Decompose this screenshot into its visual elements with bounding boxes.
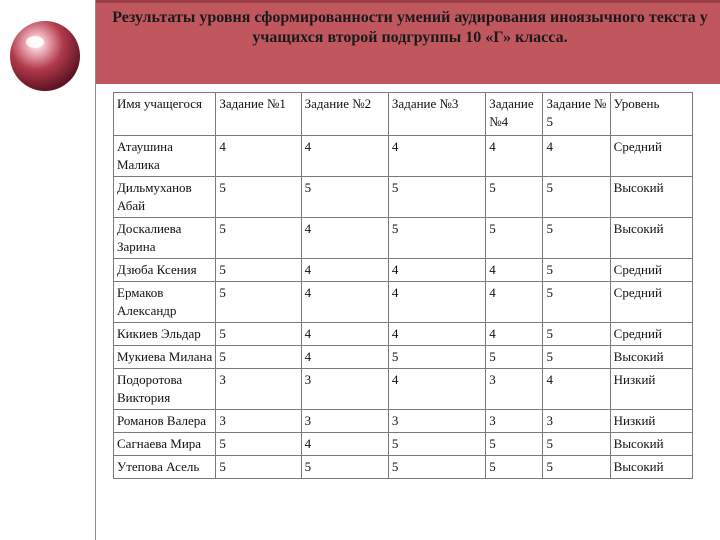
cell-task-5: 5	[543, 259, 610, 282]
cell-task-1: 5	[216, 259, 301, 282]
cell-task-2: 4	[301, 136, 388, 177]
cell-task-2: 5	[301, 456, 388, 479]
table-row	[114, 456, 693, 479]
table-row	[114, 282, 693, 323]
slide-title: Результаты уровня сформированности умений аудирования иноязычного текста у учащихся второй подгруппы 10 «Г» класса.	[112, 9, 708, 46]
cell-task-1: 3	[216, 369, 301, 410]
cell-task-5: 5	[543, 456, 610, 479]
cell-level: Средний	[610, 282, 692, 323]
cell-task-1: 4	[216, 136, 301, 177]
table-row	[114, 259, 693, 282]
cell-task-3: 5	[388, 456, 485, 479]
cell-task-3: 5	[388, 346, 485, 369]
cell-task-5: 3	[543, 410, 610, 433]
cell-task-1: 5	[216, 177, 301, 218]
header-student-name: Имя учащегося	[114, 93, 216, 136]
cell-task-2: 3	[301, 369, 388, 410]
header-task-3: Задание №3	[388, 93, 485, 136]
cell-student-name: Дильмуханов Абай	[114, 177, 216, 218]
cell-task-5: 5	[543, 433, 610, 456]
cell-task-3: 5	[388, 218, 485, 259]
table-row	[114, 410, 693, 433]
cell-task-4: 4	[486, 259, 543, 282]
cell-task-3: 5	[388, 177, 485, 218]
cell-task-3: 4	[388, 136, 485, 177]
cell-task-1: 5	[216, 433, 301, 456]
cell-task-4: 3	[486, 410, 543, 433]
cell-task-5: 4	[543, 369, 610, 410]
table-row	[114, 136, 693, 177]
header-task-4: Задание №4	[486, 93, 543, 136]
cell-task-3: 4	[388, 323, 485, 346]
cell-level: Средний	[610, 259, 692, 282]
cell-student-name: Подоротова Виктория	[114, 369, 216, 410]
cell-level: Высокий	[610, 456, 692, 479]
results-table	[113, 92, 693, 479]
cell-task-2: 4	[301, 323, 388, 346]
header-task-2: Задание №2	[301, 93, 388, 136]
table-row	[114, 369, 693, 410]
cell-task-2: 5	[301, 177, 388, 218]
cell-task-4: 5	[486, 177, 543, 218]
cell-task-3: 4	[388, 369, 485, 410]
table-row	[114, 433, 693, 456]
header-level: Уровень	[610, 93, 692, 136]
cell-task-2: 4	[301, 259, 388, 282]
cell-task-2: 4	[301, 346, 388, 369]
cell-student-name: Романов Валера	[114, 410, 216, 433]
cell-task-3: 4	[388, 282, 485, 323]
cell-level: Высокий	[610, 177, 692, 218]
cell-task-2: 4	[301, 433, 388, 456]
banner-top-edge	[95, 0, 720, 3]
cell-level: Высокий	[610, 346, 692, 369]
slide-divider-line	[95, 0, 96, 540]
cell-task-5: 5	[543, 323, 610, 346]
cell-task-1: 3	[216, 410, 301, 433]
cell-task-4: 4	[486, 323, 543, 346]
table-row	[114, 177, 693, 218]
cell-task-2: 4	[301, 282, 388, 323]
cell-student-name: Утепова Асель	[114, 456, 216, 479]
cell-task-5: 5	[543, 282, 610, 323]
table-header-row	[114, 93, 693, 136]
table-row	[114, 218, 693, 259]
table-body	[114, 136, 693, 479]
cell-task-3: 5	[388, 433, 485, 456]
cell-level: Низкий	[610, 410, 692, 433]
cell-level: Высокий	[610, 433, 692, 456]
decorative-sphere-icon	[8, 19, 82, 93]
cell-task-2: 4	[301, 218, 388, 259]
cell-task-4: 5	[486, 346, 543, 369]
cell-task-4: 5	[486, 218, 543, 259]
header-task-1: Задание №1	[216, 93, 301, 136]
cell-student-name: Атаушина Малика	[114, 136, 216, 177]
cell-student-name: Кикиев Эльдар	[114, 323, 216, 346]
cell-level: Средний	[610, 136, 692, 177]
cell-task-4: 5	[486, 433, 543, 456]
cell-level: Средний	[610, 323, 692, 346]
cell-student-name: Мукиева Милана	[114, 346, 216, 369]
cell-task-3: 4	[388, 259, 485, 282]
cell-student-name: Сагнаева Мира	[114, 433, 216, 456]
cell-task-1: 5	[216, 282, 301, 323]
cell-task-3: 3	[388, 410, 485, 433]
table-row	[114, 323, 693, 346]
table-row	[114, 346, 693, 369]
cell-student-name: Дзюба Ксения	[114, 259, 216, 282]
cell-level: Низкий	[610, 369, 692, 410]
cell-task-4: 3	[486, 369, 543, 410]
header-task-5: Задание № 5	[543, 93, 610, 136]
cell-task-2: 3	[301, 410, 388, 433]
cell-task-5: 5	[543, 218, 610, 259]
cell-student-name: Доскалиева Зарина	[114, 218, 216, 259]
cell-task-5: 5	[543, 346, 610, 369]
cell-task-1: 5	[216, 218, 301, 259]
cell-task-4: 4	[486, 136, 543, 177]
cell-task-4: 4	[486, 282, 543, 323]
cell-task-5: 4	[543, 136, 610, 177]
cell-task-1: 5	[216, 323, 301, 346]
cell-task-1: 5	[216, 456, 301, 479]
cell-student-name: Ермаков Александр	[114, 282, 216, 323]
cell-level: Высокий	[610, 218, 692, 259]
cell-task-1: 5	[216, 346, 301, 369]
cell-task-4: 5	[486, 456, 543, 479]
cell-task-5: 5	[543, 177, 610, 218]
